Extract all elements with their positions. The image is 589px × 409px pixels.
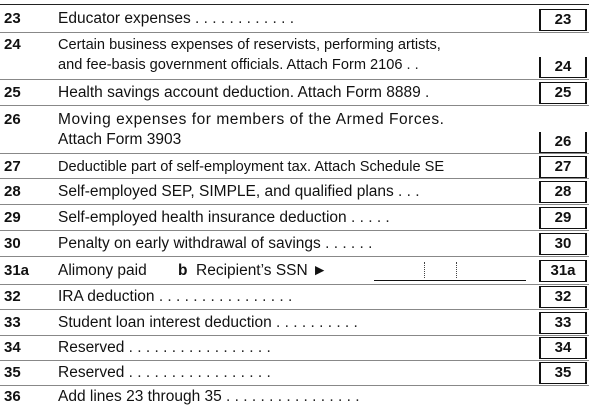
line-34-row (0, 335, 589, 361)
line-number: 36 (4, 388, 21, 405)
line-description: Reserved . . . . . . . . . . . . . . . . . (58, 339, 271, 356)
line-29-amount-box[interactable]: 29 (539, 207, 587, 229)
line-27-row (0, 153, 589, 179)
line-description-2: and fee-basis government officials. Attach Form 2106 . . (58, 57, 419, 73)
line-description: Deductible part of self-employment tax. Attach Schedule SE (58, 159, 445, 175)
line-30-amount-box[interactable]: 30 (539, 233, 587, 255)
line-25-row (0, 79, 589, 106)
line-description: Reserved . . . . . . . . . . . . . . . . . (58, 364, 271, 381)
line-description: Self-employed health insurance deduction . . . . . (58, 209, 390, 226)
line-36-row (0, 385, 589, 409)
line-number: 25 (4, 84, 21, 101)
line-33-row (0, 309, 589, 336)
line-33-amount-box[interactable]: 33 (539, 312, 587, 334)
line-number: 29 (4, 209, 21, 226)
line-description: Add lines 23 through 35 . . . . . . . . . . . . . . . . (58, 388, 360, 405)
line-number: 30 (4, 235, 21, 252)
line-number: 31a (4, 262, 30, 279)
line-24-amount-box[interactable]: 24 (539, 57, 587, 78)
line-31b-label: b (178, 262, 188, 279)
line-27-amount-box[interactable]: 27 (539, 156, 587, 178)
line-24-row (0, 32, 589, 80)
line-description: Penalty on early withdrawal of savings . . . . . . (58, 235, 373, 252)
line-description: Self-employed SEP, SIMPLE, and qualified plans . . . (58, 183, 420, 200)
line-25-amount-box[interactable]: 25 (539, 82, 587, 104)
line-31b-description: Recipient’s SSN ► (196, 262, 328, 279)
line-number: 23 (4, 10, 21, 27)
line-number: 27 (4, 158, 21, 175)
line-35-row (0, 360, 589, 386)
line-description: IRA deduction . . . . . . . . . . . . . . . . (58, 288, 293, 305)
line-28-amount-box[interactable]: 28 (539, 181, 587, 203)
line-description: Student loan interest deduction . . . . . . . . . . (58, 314, 358, 331)
line-34-amount-box[interactable]: 34 (539, 337, 587, 359)
line-30-row (0, 230, 589, 257)
line-32-row (0, 284, 589, 310)
line-number: 35 (4, 364, 21, 381)
line-description-1: Moving expenses for members of the Armed Forces. (58, 111, 445, 128)
ssn-separator (424, 262, 425, 278)
line-31a-row (0, 256, 589, 285)
line-description-2: Attach Form 3903 (58, 131, 182, 148)
line-number: 32 (4, 288, 21, 305)
line-23-row (0, 5, 589, 33)
line-28-row (0, 178, 589, 205)
line-description: Alimony paid (58, 262, 147, 279)
line-number: 33 (4, 314, 21, 331)
line-description-1: Certain business expenses of reservists, performing artists, (58, 37, 441, 53)
line-32-amount-box[interactable]: 32 (539, 286, 587, 308)
line-number: 26 (4, 111, 21, 128)
line-number: 34 (4, 339, 21, 356)
line-26-amount-box[interactable]: 26 (539, 132, 587, 153)
recipient-ssn-input[interactable] (374, 280, 526, 281)
line-29-row (0, 204, 589, 231)
line-number: 28 (4, 183, 21, 200)
line-31a-amount-box[interactable]: 31a (539, 260, 587, 282)
line-description: Educator expenses . . . . . . . . . . . . (58, 10, 295, 27)
line-number: 24 (4, 36, 21, 53)
ssn-separator (456, 262, 457, 278)
line-35-amount-box[interactable]: 35 (539, 362, 587, 384)
line-26-row (0, 105, 589, 154)
line-23-amount-box[interactable]: 23 (539, 9, 587, 31)
line-description: Health savings account deduction. Attach Form 8889 . (58, 84, 430, 101)
